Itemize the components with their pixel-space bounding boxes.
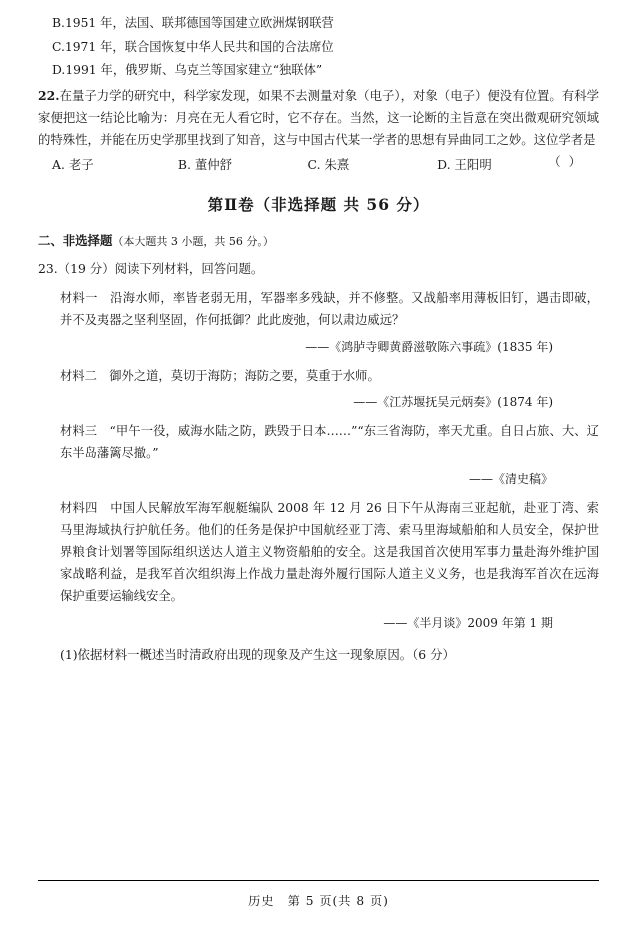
material-2-label: 材料二	[60, 368, 97, 383]
option-b-prev-question: B.1951 年，法国、联邦德国等国建立欧洲煤钢联营	[52, 16, 334, 30]
question-23-heading: 23.（19 分）阅读下列材料，回答问题。	[38, 261, 264, 277]
question-22-number: 22.	[38, 88, 60, 104]
question-22-option-d: D. 王阳明	[437, 157, 492, 173]
material-4-label: 材料四	[60, 500, 98, 515]
question-22-options	[52, 155, 548, 173]
material-1-text: 沿海水师，率皆老弱无用，军器率多残缺，并不修整。又战船率用薄板旧钉，遇击即破，并不及夷器之坚利坚固，作何抵御？此此废弛，何以肃边威远？	[60, 291, 599, 328]
section-2-label: 二、非选择题	[38, 233, 113, 249]
material-2	[60, 365, 599, 387]
material-4	[60, 497, 599, 608]
question-23-sub-1: (1)依据材料一概述当时清政府出现的现象及产生这一现象原因。（6 分）	[60, 646, 455, 662]
material-3-text: “甲午一役，威海水陆之防，跌毁于日本……”“东三省海防，率天尤重。自日占旅、大、辽东半岛藩篱尽撤。”	[60, 423, 599, 460]
question-22-option-b: B. 董仲舒	[177, 157, 233, 173]
material-3	[60, 420, 599, 464]
material-2-source: ——《江苏堰抚吴元炳奏》(1874 年)	[353, 394, 553, 409]
volume-2-title: 第Ⅱ卷（非选择题 共 56 分）	[207, 195, 430, 215]
material-1-source: ——《鸿胪寺卿黄爵滋敬陈六事疏》(1835 年)	[305, 339, 553, 354]
question-22-answer-brackets: （ ）	[548, 154, 583, 170]
material-1	[60, 287, 599, 331]
footer-divider	[38, 880, 599, 881]
question-22-option-c: C. 朱熹	[307, 157, 350, 173]
footer-subject: 历史	[248, 894, 275, 908]
option-c-prev-question: C.1971 年，联合国恢复中华人民共和国的合法席位	[52, 39, 334, 54]
section-2-detail: （本大题共 3 小题，共 56 分。）	[112, 235, 274, 249]
question-22-option-a: A. 老子	[52, 157, 94, 173]
material-4-source: ——《半月谈》2009 年第 1 期	[383, 615, 553, 630]
material-2-text: 御外之道，莫切于海防；海防之要，莫重于水师。	[109, 368, 380, 383]
page-footer	[0, 892, 637, 909]
question-22-text: 在量子力学的研究中，科学家发现，如果不去测量对象（电子），对象（电子）便没有位置。有科学家便把这一结论比喻为：月亮在无人看它时，它不存在。当然，这一论断的主旨意在突出微观研究领域的特殊性，并能在历史学那里找到了知音，这与中国古代某一学者的思想有异曲同工之妙。这位学者是	[38, 88, 599, 148]
material-4-text: 中国人民解放军海军舰艇编队 2008 年 12 月 26 日下午从海南三亚起航，赴亚丁湾、索马里海域执行护航任务。他们的任务是保护中国航经亚丁湾、索马里海域船舶和人员安全，保护世界粮食计划署等国际组织送达人道主义物资船舶的安全。这是我国首次使用军事力量赴海外维护国家战略利益，是我军首次组织海上作战力量赴海外履行国际人道主义义务，也是我海军首次在远海保护重要运输线安全。	[60, 500, 599, 604]
material-3-source: ——《清史稿》	[468, 471, 553, 486]
material-3-label: 材料三	[60, 423, 98, 438]
section-2-heading	[38, 231, 599, 249]
footer-page-number: 第 5 页(共 8 页)	[287, 894, 389, 908]
material-1-label: 材料一	[60, 291, 98, 306]
option-d-prev-question: D.1991 年，俄罗斯、乌克兰等国家建立“独联体”	[52, 63, 323, 78]
